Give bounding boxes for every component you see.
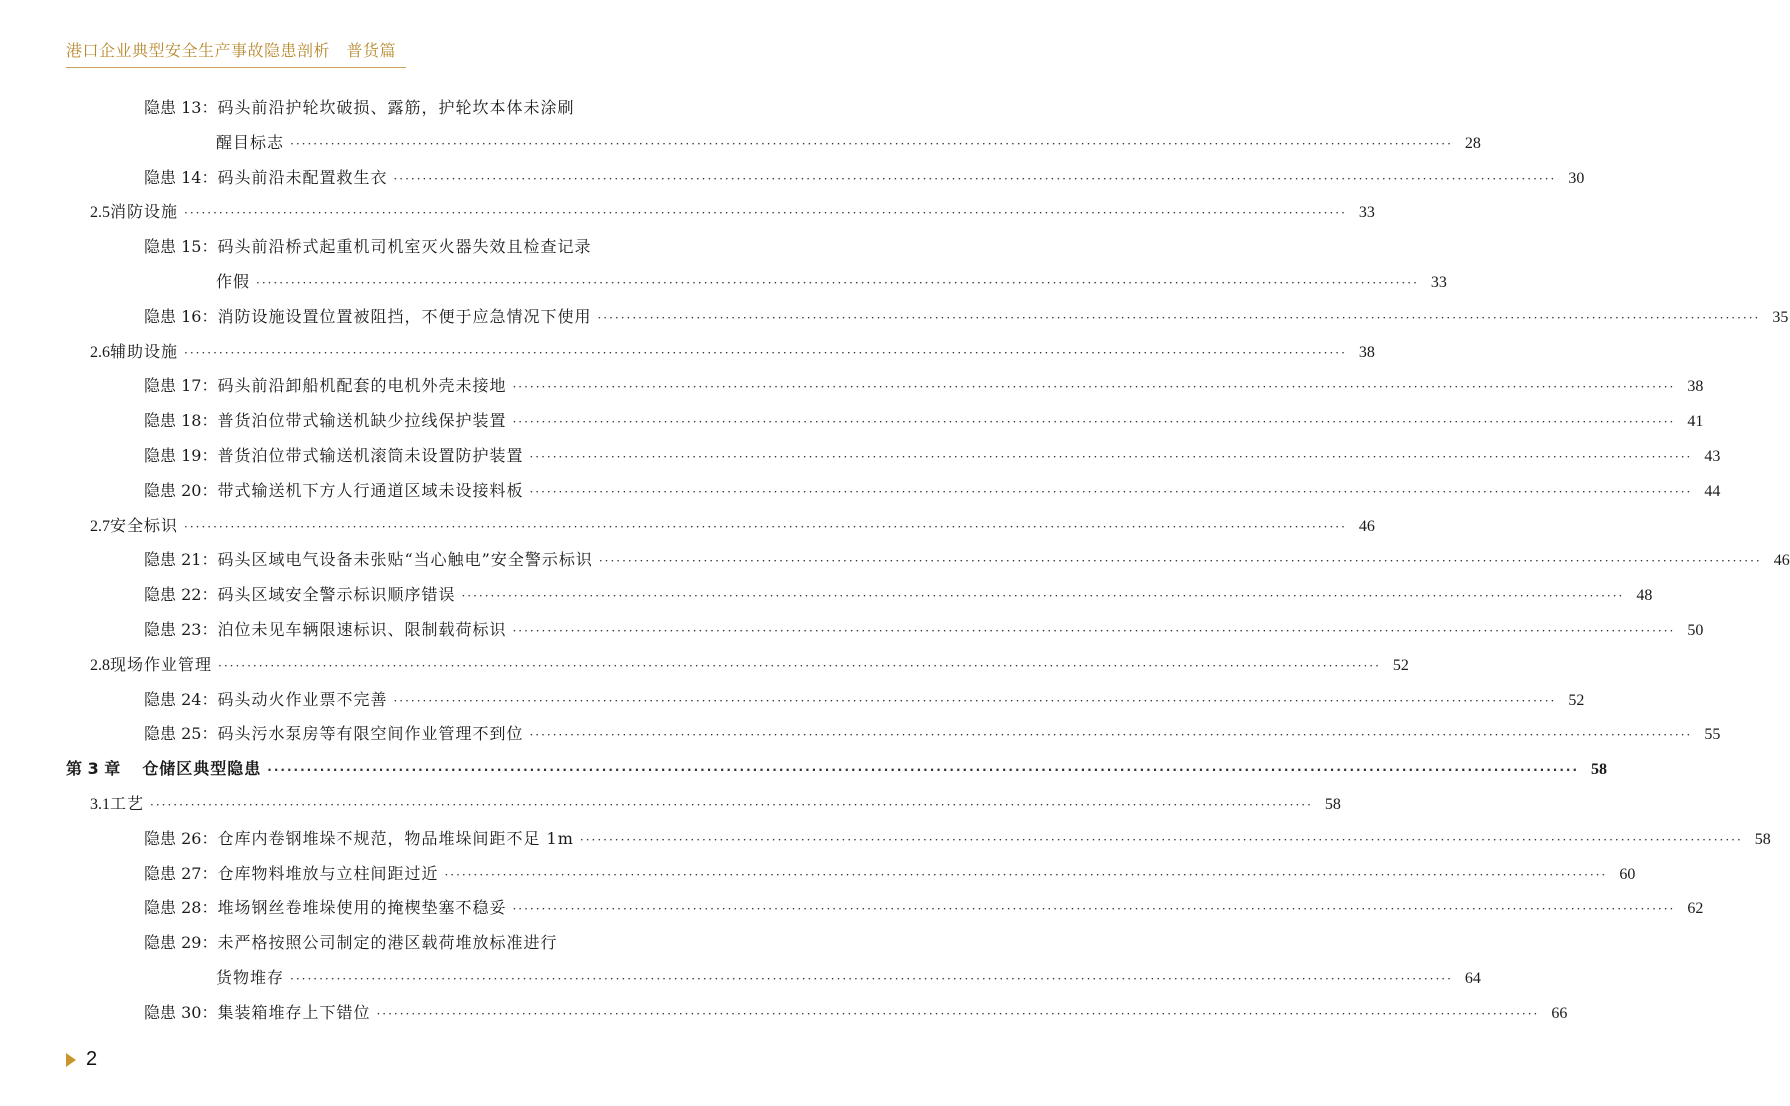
toc-entry-title: 普货泊位带式输送机缺少拉线保护装置 — [217, 411, 507, 430]
toc-entry-title: 货物堆存 — [216, 968, 285, 987]
dot-leader: ········································································································································································································ — [184, 520, 1347, 534]
toc-entry-label: 隐患 25： — [144, 724, 218, 743]
toc-entry-title: 堆场钢丝卷堆垛使用的掩楔垫塞不稳妥 — [217, 898, 507, 917]
toc-entry-item[interactable] — [144, 827, 1771, 851]
toc-entry-label: 2.5 — [90, 204, 110, 221]
toc-entry-page: 52 — [1568, 692, 1585, 709]
dot-leader: ········································································································································································································ — [150, 798, 1313, 812]
page-number: 2 — [86, 1048, 98, 1070]
page-footer — [66, 1048, 97, 1071]
toc-entry-cont[interactable] — [216, 966, 1481, 990]
toc-entry-label: 隐患 23： — [144, 620, 218, 639]
toc-entry-page: 66 — [1551, 1005, 1568, 1022]
toc-entry-label: 隐患 19： — [144, 446, 218, 465]
dot-leader: ········································································································································································································ — [184, 346, 1347, 360]
toc-entry-title: 码头动火作业票不完善 — [217, 690, 388, 709]
toc-entry-title: 码头前沿护轮坎破损、露筋，护轮坎本体未涂刷 — [217, 98, 575, 117]
toc-entry-page: 58 — [1591, 761, 1608, 778]
toc-entry-title: 辅助设施 — [110, 342, 179, 361]
toc-entry-cont[interactable] — [216, 270, 1447, 294]
toc-entry-page: 38 — [1687, 378, 1704, 395]
toc-entry-label: 2.8 — [90, 657, 110, 674]
toc-entry-page: 52 — [1392, 657, 1409, 674]
toc-entry-title: 消防设施设置位置被阻挡，不便于应急情况下使用 — [217, 307, 592, 326]
toc-entry-title: 仓库内卷钢堆垛不规范，物品堆垛间距不足 1m — [217, 829, 574, 848]
running-header: 港口企业典型安全生产事故隐患剖析 普货篇 — [66, 41, 397, 60]
toc-entry-page: 46 — [1773, 552, 1790, 569]
toc-entry-title: 消防设施 — [110, 202, 179, 221]
toc-entry-page: 35 — [1772, 309, 1789, 326]
toc-entry-label: 2.7 — [90, 518, 110, 535]
toc-entry-item[interactable] — [144, 896, 1704, 920]
toc-entry-item[interactable] — [144, 722, 1721, 746]
toc-entry-title: 码头区域安全警示标识顺序错误 — [217, 585, 456, 604]
dot-leader: ········································································································································································································ — [529, 450, 1693, 464]
toc-entry-page: 43 — [1704, 448, 1721, 465]
toc-entry-item[interactable] — [144, 96, 710, 120]
toc-entry-page: 62 — [1687, 900, 1704, 917]
toc-entry-page: 30 — [1568, 170, 1585, 187]
toc-entry-label: 隐患 13： — [144, 98, 218, 117]
toc-entry-title: 现场作业管理 — [110, 655, 213, 674]
toc-entry-page: 58 — [1324, 796, 1341, 813]
toc-entry-title: 作假 — [216, 272, 251, 291]
toc-entry-item[interactable] — [144, 688, 1585, 712]
toc-entry-section[interactable] — [90, 514, 1375, 538]
toc-entry-label: 隐患 26： — [144, 829, 218, 848]
toc-entry-label: 隐患 15： — [144, 237, 218, 256]
dot-leader: ········································································································································································································ — [290, 137, 1453, 151]
toc-entry-title: 码头区域电气设备未张贴“当心触电”安全警示标识 — [217, 550, 593, 569]
toc-entry-page: 60 — [1619, 866, 1636, 883]
toc-entry-item[interactable] — [144, 618, 1704, 642]
toc-entry-page: 46 — [1358, 518, 1375, 535]
dot-leader: ········································································································································································································ — [579, 833, 1743, 847]
toc-entry-title: 码头污水泵房等有限空间作业管理不到位 — [217, 724, 524, 743]
toc-entry-item[interactable] — [144, 548, 1790, 572]
toc-entry-page: 64 — [1464, 970, 1481, 987]
toc-entry-section[interactable] — [90, 200, 1375, 224]
toc-entry-title: 码头前沿卸船机配套的电机外壳未接地 — [217, 376, 507, 395]
toc-entry-item[interactable] — [144, 166, 1585, 190]
dot-leader: ········································································································································································································ — [393, 694, 1557, 708]
toc-entry-page: 44 — [1704, 483, 1721, 500]
toc-entry-label: 隐患 24： — [144, 690, 218, 709]
toc-entry-label: 隐患 21： — [144, 550, 218, 569]
toc-entry-page: 38 — [1358, 344, 1375, 361]
toc-entry-label: 第 3 章 — [66, 759, 121, 778]
toc-entry-chapter[interactable] — [66, 757, 1608, 781]
toc-entry-item[interactable] — [144, 374, 1704, 398]
header-rule — [66, 67, 406, 68]
toc-entry-label: 隐患 20： — [144, 481, 218, 500]
dot-leader: ········································································································································································································ — [597, 311, 1761, 325]
dot-leader: ········································································································································································································ — [393, 172, 1557, 186]
dot-leader: ········································································································································································································ — [444, 868, 1608, 882]
dot-leader: ········································································································································································································ — [512, 902, 1676, 916]
dot-leader: ········································································································································································································ — [529, 485, 1693, 499]
toc-entry-item[interactable] — [144, 235, 710, 259]
toc-entry-label: 隐患 16： — [144, 307, 218, 326]
toc-entry-label: 隐患 14： — [144, 168, 218, 187]
toc-entry-item[interactable] — [144, 444, 1721, 468]
toc-entry-item[interactable] — [144, 409, 1704, 433]
dot-leader: ········································································································································································································ — [290, 972, 1453, 986]
toc-entry-section[interactable] — [90, 653, 1409, 677]
toc-entry-cont[interactable] — [216, 131, 1481, 155]
toc-entry-title: 安全标识 — [110, 516, 179, 535]
dot-leader: ········································································································································································································ — [256, 276, 1419, 290]
toc-entry-label: 隐患 30： — [144, 1003, 218, 1022]
toc-entry-page: 33 — [1358, 204, 1375, 221]
dot-leader: ········································································································································································································ — [267, 763, 1580, 777]
toc-entry-page: 48 — [1636, 587, 1653, 604]
toc-entry-item[interactable] — [144, 479, 1721, 503]
toc-entry-title: 普货泊位带式输送机滚筒未设置防护装置 — [217, 446, 524, 465]
toc-entry-label: 隐患 18： — [144, 411, 218, 430]
toc-entry-item[interactable] — [144, 862, 1636, 886]
dot-leader: ········································································································································································································ — [529, 728, 1693, 742]
dot-leader: ········································································································································································································ — [218, 659, 1381, 673]
toc-entry-page: 41 — [1687, 413, 1704, 430]
dot-leader: ········································································································································································································ — [461, 589, 1625, 603]
toc-entry-title: 集装箱堆存上下错位 — [217, 1003, 371, 1022]
toc-entry-title: 码头前沿桥式起重机司机室灭火器失效且检查记录 — [217, 237, 592, 256]
toc-entry-page: 55 — [1704, 726, 1721, 743]
toc-entry-title: 仓储区典型隐患 — [142, 759, 262, 778]
dot-leader: ········································································································································································································ — [512, 415, 1676, 429]
toc-entry-page: 28 — [1464, 135, 1481, 152]
toc-entry-label: 隐患 27： — [144, 864, 218, 883]
dot-leader: ········································································································································································································ — [376, 1007, 1540, 1021]
toc-entry-label: 隐患 28： — [144, 898, 218, 917]
dot-leader: ········································································································································································································ — [598, 554, 1762, 568]
toc-entry-item[interactable] — [144, 931, 710, 955]
toc-entry-title: 带式输送机下方人行通道区域未设接料板 — [217, 481, 524, 500]
toc-entry-page: 58 — [1754, 831, 1771, 848]
toc-entry-item[interactable] — [144, 305, 1789, 329]
dot-leader: ········································································································································································································ — [512, 624, 1676, 638]
dot-leader: ········································································································································································································ — [512, 380, 1676, 394]
toc-entry-label: 3.1 — [90, 796, 110, 813]
toc-entry-section[interactable] — [90, 340, 1375, 364]
toc-entry-page: 33 — [1430, 274, 1447, 291]
toc-entry-title: 未严格按照公司制定的港区载荷堆放标准进行 — [217, 933, 558, 952]
toc-entry-title: 泊位未见车辆限速标识、限制载荷标识 — [217, 620, 507, 639]
toc-entry-title: 仓库物料堆放与立柱间距过近 — [217, 864, 439, 883]
toc-entry-title: 码头前沿未配置救生衣 — [217, 168, 388, 187]
toc-entry-item[interactable] — [144, 1001, 1568, 1025]
toc-entry-label: 2.6 — [90, 344, 110, 361]
toc-entry-label: 隐患 29： — [144, 933, 218, 952]
toc-entry-item[interactable] — [144, 583, 1653, 607]
dot-leader: ········································································································································································································ — [184, 206, 1347, 220]
toc-entry-section[interactable] — [90, 792, 1341, 816]
toc-entry-title: 醒目标志 — [216, 133, 285, 152]
triangle-marker-icon — [66, 1053, 76, 1067]
toc-entry-label: 隐患 17： — [144, 376, 218, 395]
toc-entry-title: 工艺 — [110, 794, 145, 813]
toc-entry-page: 50 — [1687, 622, 1704, 639]
toc-entry-label: 隐患 22： — [144, 585, 218, 604]
